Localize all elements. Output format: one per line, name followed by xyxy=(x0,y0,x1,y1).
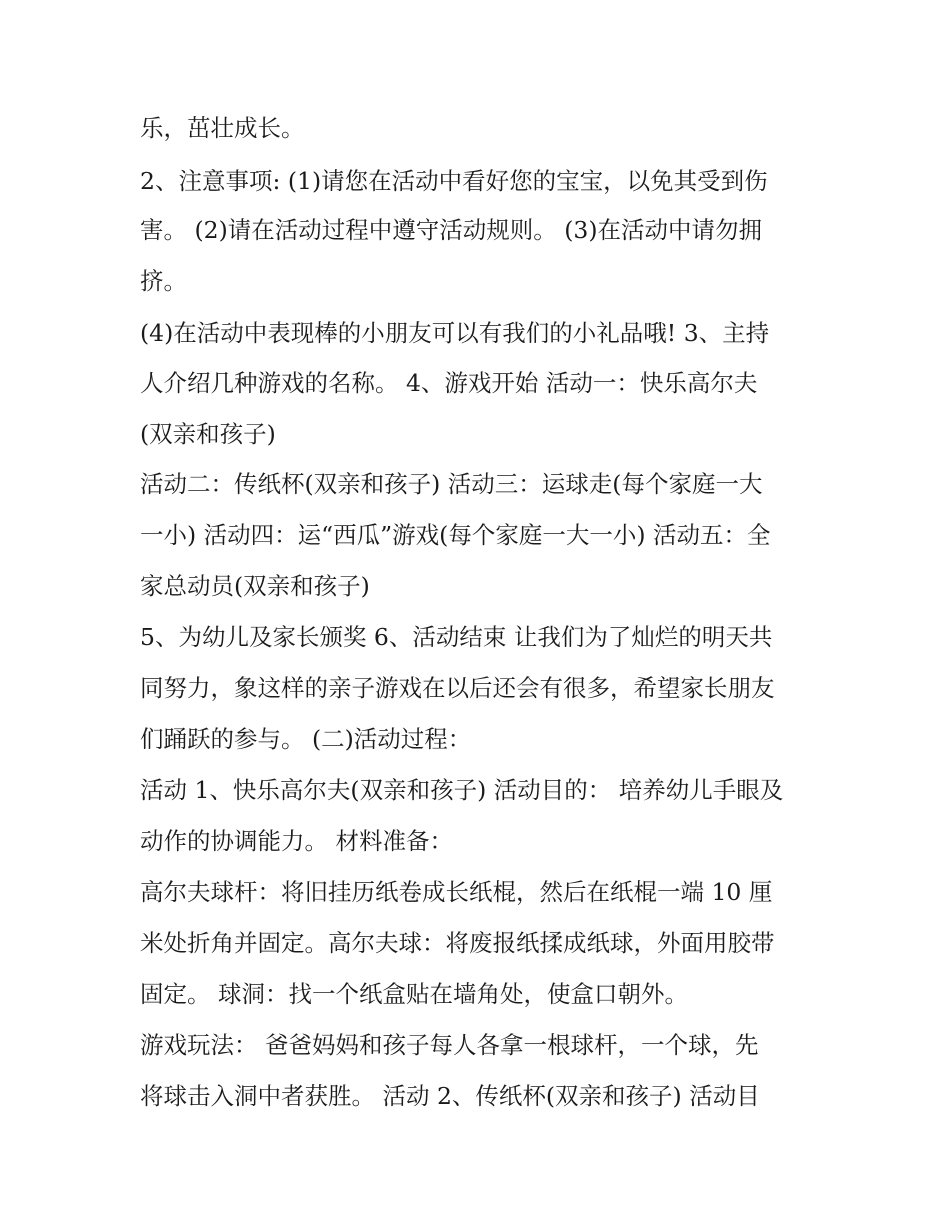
text-line: 们踊跃的参与。 (二)活动过程： xyxy=(140,725,472,753)
text-line: 家总动员(双亲和孩子) xyxy=(140,572,370,600)
text-line: 活动 1、快乐高尔夫(双亲和孩子) 活动目的： 培养幼儿手眼及 xyxy=(140,776,784,804)
text-line: 5、为幼儿及家长颁奖 6、活动结束 让我们为了灿烂的明天共 xyxy=(140,623,773,651)
text-line: (4)在活动中表现棒的小朋友可以有我们的小礼品哦! 3、主持 xyxy=(140,319,770,347)
text-line: 将球击入洞中者获胜。 活动 2、传纸杯(双亲和孩子) 活动目 xyxy=(140,1082,760,1110)
text-line: 固定。 球洞：找一个纸盒贴在墙角处，使盒口朝外。 xyxy=(140,980,688,1008)
text-line: 动作的协调能力。 材料准备： xyxy=(140,827,453,855)
text-line: 同努力，象这样的亲子游戏在以后还会有很多，希望家长朋友 xyxy=(140,674,775,702)
text-line: 高尔夫球杆：将旧挂历纸卷成长纸棍，然后在纸棍一端 10 厘 xyxy=(140,878,773,906)
text-line: 一小) 活动四：运“西瓜”游戏(每个家庭一大一小) 活动五：全 xyxy=(140,521,771,549)
text-line: 米处折角并固定。高尔夫球：将废报纸揉成纸球，外面用胶带 xyxy=(140,929,775,957)
text-line: 活动二：传纸杯(双亲和孩子) 活动三：运球走(每个家庭一大 xyxy=(140,470,763,498)
text-line: 害。 (2)请在活动过程中遵守活动规则。 (3)在活动中请勿拥 xyxy=(140,216,763,244)
text-line: 游戏玩法： 爸爸妈妈和孩子每人各拿一根球杆，一个球，先 xyxy=(140,1031,759,1059)
text-line: 2、注意事项: (1)请您在活动中看好您的宝宝，以免其受到伤 xyxy=(140,167,768,195)
text-line: 人介绍几种游戏的名称。 4、游戏开始 活动一：快乐高尔夫 xyxy=(140,369,758,397)
text-line: 乐，茁壮成长。 xyxy=(140,114,305,142)
text-line: 挤。 xyxy=(140,267,187,295)
text-line: (双亲和孩子) xyxy=(140,420,276,448)
